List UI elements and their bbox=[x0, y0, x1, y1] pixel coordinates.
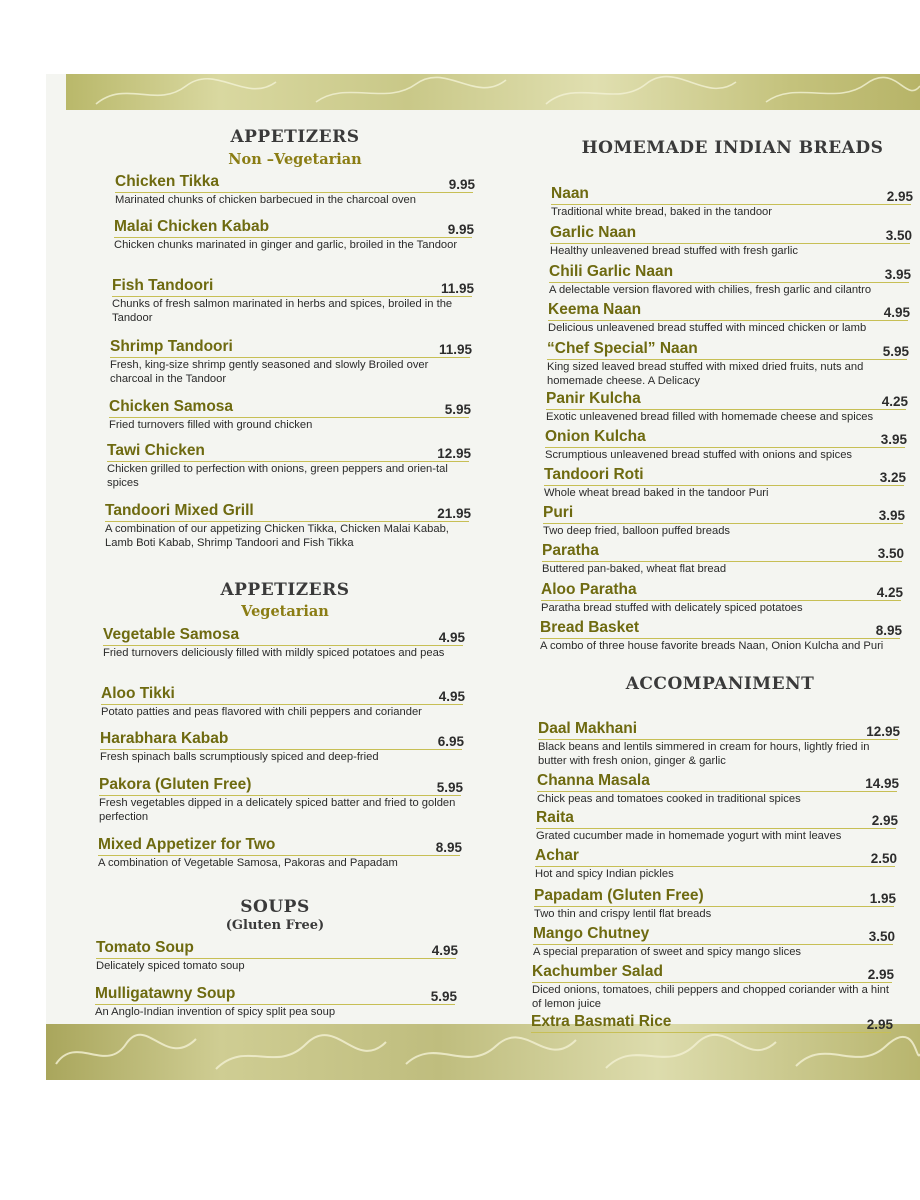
item-underline bbox=[543, 523, 903, 524]
menu-item-fish-tandoori bbox=[112, 277, 474, 324]
item-price: 4.95 bbox=[431, 943, 458, 958]
item-underline bbox=[544, 485, 904, 486]
item-price: 3.50 bbox=[885, 228, 912, 243]
item-name: Paratha bbox=[542, 542, 599, 559]
item-price: 9.95 bbox=[447, 222, 474, 237]
menu-item-naan bbox=[551, 185, 913, 225]
menu-item-raita bbox=[536, 809, 898, 849]
item-description: Exotic unleavened bread filled with homemade cheese and spices bbox=[546, 411, 874, 423]
menu-item-pakora-gluten-free bbox=[99, 776, 463, 823]
item-name: Shrimp Tandoori bbox=[110, 338, 233, 355]
item-underline bbox=[105, 521, 469, 522]
item-name: Channa Masala bbox=[537, 772, 650, 789]
item-price: 5.95 bbox=[436, 780, 463, 795]
item-underline bbox=[531, 1032, 891, 1033]
item-underline bbox=[538, 739, 898, 740]
soups-title: SOUPS bbox=[240, 897, 310, 917]
item-price: 2.95 bbox=[866, 1017, 893, 1032]
menu-item-chef-special-naan bbox=[547, 340, 909, 387]
menu-item-chili-garlic-naan bbox=[549, 263, 911, 303]
item-price: 2.95 bbox=[871, 813, 898, 828]
item-description: Chicken grilled to perfection with onions, green peppers and orien-tal spices bbox=[107, 463, 448, 489]
item-price: 3.95 bbox=[884, 267, 911, 282]
item-name: Aloo Tikki bbox=[101, 685, 175, 702]
item-price: 5.95 bbox=[882, 344, 909, 359]
item-underline bbox=[110, 357, 470, 358]
item-description: Potato patties and peas flavored with chili peppers and coriander bbox=[101, 706, 422, 718]
item-underline bbox=[112, 296, 472, 297]
menu-item-garlic-naan bbox=[550, 224, 912, 264]
decorative-top-band bbox=[66, 74, 920, 110]
menu-item-bread-basket bbox=[540, 619, 902, 659]
item-description: Delicately spiced tomato soup bbox=[96, 960, 245, 972]
item-underline bbox=[547, 359, 907, 360]
item-underline bbox=[107, 461, 469, 462]
item-name: Garlic Naan bbox=[550, 224, 637, 241]
item-underline bbox=[533, 944, 893, 945]
accompaniment-title: ACCOMPANIMENT bbox=[625, 674, 815, 694]
item-name: Bread Basket bbox=[540, 619, 640, 636]
menu-item-mixed-appetizer-for-two bbox=[98, 836, 462, 876]
menu-item-puri bbox=[543, 504, 905, 544]
item-name: Achar bbox=[535, 847, 579, 864]
appetizers-nonveg-subtitle: Non –Vegetarian bbox=[228, 151, 362, 168]
menu-item-tandoori-roti bbox=[544, 466, 906, 506]
menu-item-papadam-gluten-free bbox=[534, 887, 896, 927]
item-name: Tandoori Roti bbox=[544, 466, 644, 483]
item-underline bbox=[542, 561, 902, 562]
item-underline bbox=[549, 282, 909, 283]
item-underline bbox=[550, 243, 910, 244]
item-underline bbox=[101, 704, 463, 705]
item-price: 4.95 bbox=[883, 305, 910, 320]
item-name: Malai Chicken Kabab bbox=[114, 218, 270, 235]
item-name: Puri bbox=[543, 504, 574, 521]
item-price: 11.95 bbox=[440, 281, 474, 296]
menu-item-keema-naan bbox=[548, 301, 910, 341]
item-description: Fresh vegetables dipped in a delicately spiced batter and fried to golden perfection bbox=[99, 797, 456, 823]
item-name: Keema Naan bbox=[548, 301, 642, 318]
item-description: Diced onions, tomatoes, chili peppers and chopped coriander with a hint of lemon juice bbox=[532, 984, 889, 1010]
item-description: Fried turnovers filled with ground chicken bbox=[109, 419, 313, 431]
soups-subtitle: (Gluten Free) bbox=[225, 918, 325, 933]
menu-item-panir-kulcha bbox=[546, 390, 908, 430]
item-name: Tawi Chicken bbox=[107, 442, 205, 459]
item-name: Tomato Soup bbox=[96, 939, 194, 956]
item-price: 2.50 bbox=[870, 851, 897, 866]
item-description: Fried turnovers deliciously filled with mildly spiced potatoes and peas bbox=[103, 647, 445, 659]
item-name: Daal Makhani bbox=[538, 720, 638, 737]
item-underline bbox=[99, 795, 461, 796]
item-price: 1.95 bbox=[869, 891, 896, 906]
item-underline bbox=[541, 600, 901, 601]
item-description: King sized leaved bread stuffed with mixed dried fruits, nuts and homemade cheese. A Delicacy bbox=[547, 361, 864, 387]
item-price: 21.95 bbox=[437, 506, 471, 521]
item-price: 8.95 bbox=[435, 840, 462, 855]
appetizers-nonveg-title: APPETIZERS bbox=[230, 127, 360, 147]
item-name: Raita bbox=[536, 809, 574, 826]
item-underline bbox=[103, 645, 463, 646]
menu-item-vegetable-samosa bbox=[103, 626, 465, 666]
item-description: Delicious unleavened bread stuffed with minced chicken or lamb bbox=[548, 322, 867, 334]
item-description: Hot and spicy Indian pickles bbox=[535, 868, 674, 880]
item-description: A combo of three house favorite breads Naan, Onion Kulcha and Puri bbox=[540, 640, 884, 652]
item-name: Mulligatawny Soup bbox=[95, 985, 236, 1002]
item-underline bbox=[548, 320, 908, 321]
menu-item-tomato-soup bbox=[96, 939, 458, 979]
menu-item-chicken-tikka bbox=[115, 173, 475, 213]
item-price: 3.95 bbox=[878, 508, 905, 523]
item-name: Onion Kulcha bbox=[545, 428, 646, 445]
menu-item-malai-chicken-kabab bbox=[114, 218, 474, 258]
item-name: Mixed Appetizer for Two bbox=[98, 836, 276, 853]
item-name: Mango Chutney bbox=[533, 925, 650, 942]
menu-item-channa-masala bbox=[537, 772, 899, 812]
menu-item-tawi-chicken bbox=[107, 442, 471, 489]
item-price: 3.50 bbox=[877, 546, 904, 561]
item-description: Traditional white bread, baked in the tandoor bbox=[551, 206, 772, 218]
item-name: Chili Garlic Naan bbox=[549, 263, 674, 280]
item-description: An Anglo-Indian invention of spicy split pea soup bbox=[95, 1006, 336, 1018]
item-name: Naan bbox=[551, 185, 589, 202]
item-name: Kachumber Salad bbox=[532, 963, 663, 980]
item-price: 5.95 bbox=[444, 402, 471, 417]
item-underline bbox=[535, 866, 895, 867]
appetizers-veg-title: APPETIZERS bbox=[220, 580, 350, 600]
appetizers-veg-subtitle: Vegetarian bbox=[241, 603, 329, 620]
menu-item-chicken-samosa bbox=[109, 398, 471, 438]
item-price: 9.95 bbox=[448, 177, 475, 192]
item-price: 8.95 bbox=[875, 623, 902, 638]
menu-item-harabhara-kabab bbox=[100, 730, 464, 770]
menu-item-shrimp-tandoori bbox=[110, 338, 472, 385]
item-description: A special preparation of sweet and spicy mango slices bbox=[533, 946, 802, 958]
menu-item-tandoori-mixed-grill bbox=[105, 502, 471, 549]
item-underline bbox=[546, 409, 906, 410]
item-name: Panir Kulcha bbox=[546, 390, 641, 407]
item-description: Healthy unleavened bread stuffed with fresh garlic bbox=[550, 245, 798, 257]
item-name: Fish Tandoori bbox=[112, 277, 214, 294]
menu-item-kachumber-salad bbox=[532, 963, 894, 1010]
item-description: A delectable version flavored with chilies, fresh garlic and cilantro bbox=[549, 284, 872, 296]
item-price: 2.95 bbox=[867, 967, 894, 982]
menu-item-aloo-paratha bbox=[541, 581, 903, 621]
item-price: 6.95 bbox=[437, 734, 464, 749]
item-price: 14.95 bbox=[865, 776, 899, 791]
menu-item-onion-kulcha bbox=[545, 428, 907, 468]
item-name: Harabhara Kabab bbox=[100, 730, 229, 747]
item-price: 4.25 bbox=[881, 394, 908, 409]
menu-item-achar bbox=[535, 847, 897, 887]
item-description: Scrumptious unleavened bread stuffed with onions and spices bbox=[545, 449, 853, 461]
item-underline bbox=[532, 982, 892, 983]
item-underline bbox=[536, 828, 896, 829]
item-price: 12.95 bbox=[866, 724, 900, 739]
item-price: 5.95 bbox=[430, 989, 457, 1004]
item-underline bbox=[96, 958, 456, 959]
item-underline bbox=[551, 204, 911, 205]
item-underline bbox=[537, 791, 897, 792]
menu-item-aloo-tikki bbox=[101, 685, 465, 725]
item-name: “Chef Special” Naan bbox=[547, 340, 698, 357]
item-description: Two deep fried, balloon puffed breads bbox=[543, 525, 731, 537]
item-name: Chicken Tikka bbox=[115, 173, 219, 190]
item-description: Buttered pan-baked, wheat flat bread bbox=[542, 563, 727, 575]
item-description: Chicken chunks marinated in ginger and garlic, broiled in the Tandoor bbox=[114, 239, 458, 251]
item-name: Chicken Samosa bbox=[109, 398, 234, 415]
item-name: Pakora (Gluten Free) bbox=[99, 776, 252, 793]
breads-title: HOMEMADE INDIAN BREADS bbox=[581, 138, 884, 158]
item-underline bbox=[545, 447, 905, 448]
item-description: A combination of our appetizing Chicken Tikka, Chicken Malai Kabab, Lamb Boti Kabab, Shrimp Tandoori and Fish Tikka bbox=[105, 523, 449, 549]
item-price: 3.25 bbox=[879, 470, 906, 485]
item-description: Fresh spinach balls scrumptiously spiced and deep-fried bbox=[100, 751, 379, 763]
item-underline bbox=[115, 192, 473, 193]
item-underline bbox=[114, 237, 472, 238]
item-name: Aloo Paratha bbox=[541, 581, 637, 598]
item-name: Tandoori Mixed Grill bbox=[105, 502, 254, 519]
item-price: 11.95 bbox=[438, 342, 472, 357]
item-description: Chunks of fresh salmon marinated in herbs and spices, broiled in the Tandoor bbox=[112, 298, 453, 324]
item-name: Vegetable Samosa bbox=[103, 626, 240, 643]
item-description: Fresh, king-size shrimp gently seasoned and slowly Broiled over charcoal in the Tandoor bbox=[110, 359, 429, 385]
item-underline bbox=[540, 638, 900, 639]
item-underline bbox=[109, 417, 469, 418]
item-name: Extra Basmati Rice bbox=[531, 1013, 672, 1030]
menu-item-daal-makhani bbox=[538, 720, 900, 767]
item-price: 2.95 bbox=[886, 189, 913, 204]
menu-item-mango-chutney bbox=[533, 925, 895, 965]
item-description: Two thin and crispy lentil flat breads bbox=[534, 908, 712, 920]
item-price: 12.95 bbox=[437, 446, 471, 461]
item-price: 4.95 bbox=[438, 689, 465, 704]
item-price: 3.50 bbox=[868, 929, 895, 944]
menu-item-paratha bbox=[542, 542, 904, 582]
item-description: A combination of Vegetable Samosa, Pakoras and Papadam bbox=[98, 857, 398, 869]
item-underline bbox=[100, 749, 462, 750]
menu-item-extra-basmati-rice bbox=[531, 1013, 893, 1053]
item-underline bbox=[534, 906, 894, 907]
item-description: Chick peas and tomatoes cooked in traditional spices bbox=[537, 793, 801, 805]
item-description: Whole wheat bread baked in the tandoor Puri bbox=[544, 487, 769, 499]
item-price: 3.95 bbox=[880, 432, 907, 447]
menu-item-mulligatawny-soup bbox=[95, 985, 457, 1025]
item-description: Paratha bread stuffed with delicately spiced potatoes bbox=[541, 602, 803, 614]
item-underline bbox=[95, 1004, 455, 1005]
item-underline bbox=[98, 855, 460, 856]
item-price: 4.95 bbox=[438, 630, 465, 645]
item-description: Black beans and lentils simmered in cream for hours, lightly fried in butter with fresh onion, ginger & garlic bbox=[538, 741, 870, 767]
item-description: Marinated chunks of chicken barbecued in the charcoal oven bbox=[115, 194, 417, 206]
item-description: Grated cucumber made in homemade yogurt with mint leaves bbox=[536, 830, 842, 842]
item-price: 4.25 bbox=[876, 585, 903, 600]
item-name: Papadam (Gluten Free) bbox=[534, 887, 704, 904]
